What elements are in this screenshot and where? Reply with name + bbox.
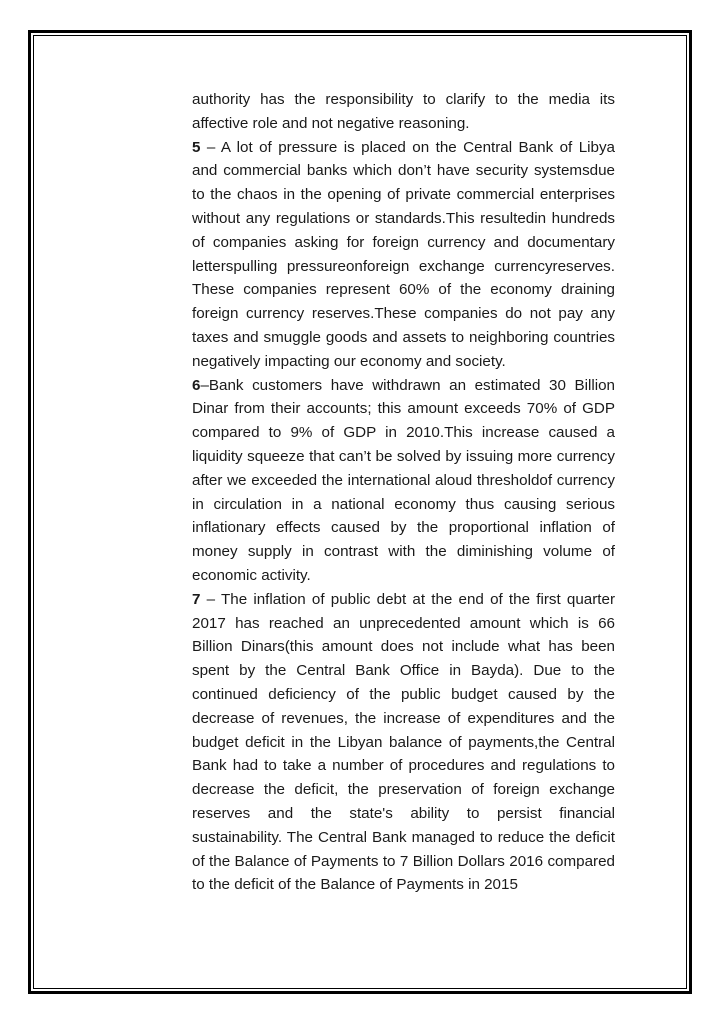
paragraph-text: authority has the responsibility to clarify to the media its affective role and not negative reasoning.: [192, 91, 615, 132]
item-number: 5: [192, 138, 201, 156]
paragraph-item-6: [192, 374, 615, 588]
paragraph-text: – A lot of pressure is placed on the Central Bank of Libya and commercial banks which don’t have security systemsdue to the chaos in the opening of private commercial enterprises without any regulations or standards.This resultedin hundreds of companies asking for foreign currency and documentary letterspulling pressureonforeign exchange currencyreserves. These companies represent 60% of the economy draining foreign currency reserves.These companies do not pay any taxes and smuggle goods and assets to neighboring countries negatively impacting our economy and society.: [192, 138, 615, 370]
item-number: 7: [192, 590, 201, 608]
paragraph-item-5: [192, 136, 615, 374]
paragraph-text: –Bank customers have withdrawn an estimated 30 Billion Dinar from their accounts; this amount exceeds 70% of GDP compared to 9% of GDP in 2010.This increase caused a liquidity squeeze that can’t be solved by issuing more currency after we exceeded the international aloud thresholdof currency in circulation in a national economy thus causing serious inflationary effects caused by the proportional inflation of money supply in contrast with the diminishing volume of economic activity.: [192, 376, 615, 584]
item-number: 6: [192, 376, 201, 394]
paragraph-continuation: [192, 88, 615, 136]
paragraph-text: – The inflation of public debt at the end of the first quarter 2017 has reached an unprecedented amount which is 66 Billion Dinars(this amount does not include what has been spent by the Central Bank Office in Bayda). Due to the continued deficiency of the public budget caused by the decrease of revenues, the increase of expenditures and the budget deficit in the Libyan balance of payments,the Central Bank had to take a number of procedures and regulations to decrease the deficit, the preservation of foreign exchange reserves and the state's ability to persist financial sustainability. The Central Bank managed to reduce the deficit of the Balance of Payments to 7 Billion Dollars 2016 compared to the deficit of the Balance of Payments in 2015: [192, 590, 615, 894]
document-body: [192, 88, 615, 897]
paragraph-item-7: [192, 588, 615, 897]
